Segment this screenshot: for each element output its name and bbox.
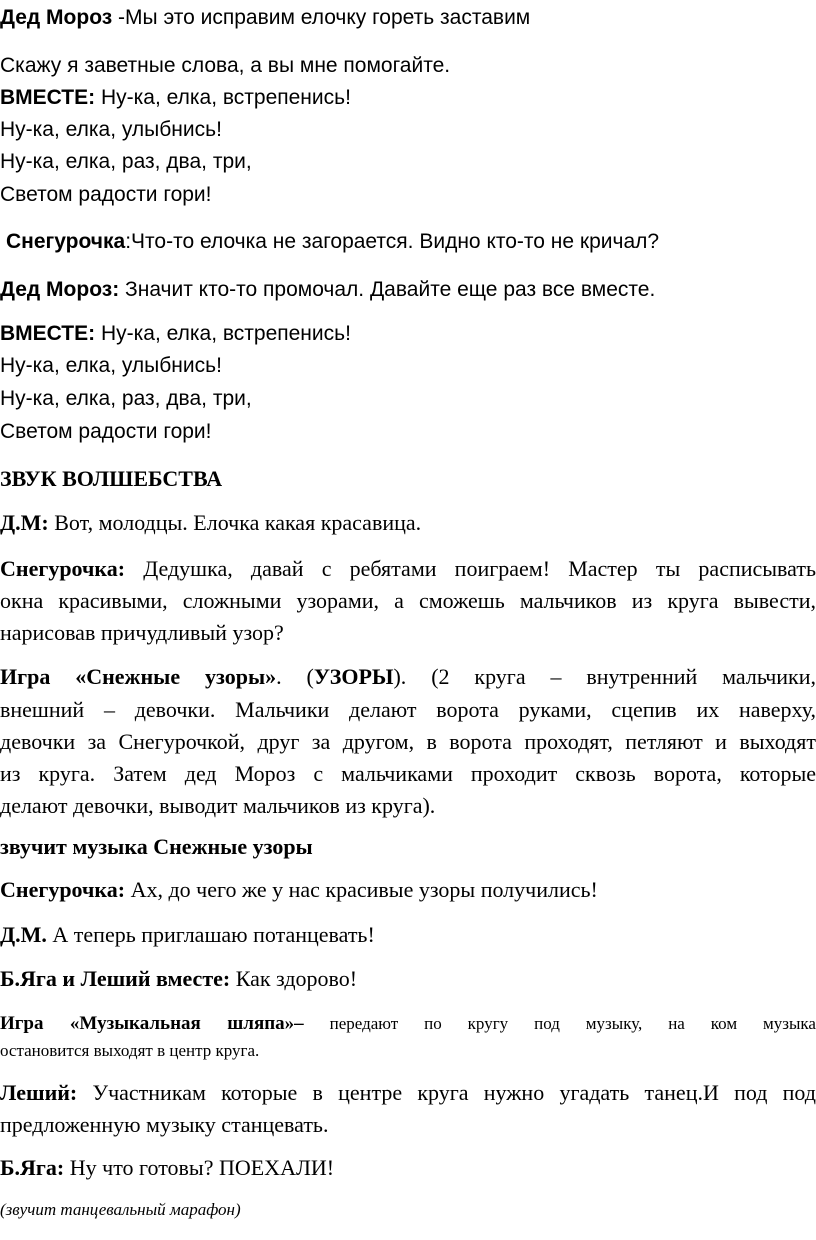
paragraph-line: внешний – девочки. Мальчики делают ворота руками, сцепив их наверху, — [0, 697, 816, 722]
heading-magic-sound: ЗВУК ВОЛШЕБСТВА — [0, 466, 223, 491]
speech-text: -Мы это исправим елочку гореть заставим — [112, 6, 531, 29]
speech-text: ). (2 круга – внутренний мальчики, — [393, 664, 816, 689]
speaker-dm: Д.М: — [0, 510, 49, 535]
game-title: Игра «Снежные узоры» — [0, 664, 277, 689]
heading-music: звучит музыка Снежные узоры — [0, 834, 313, 859]
paragraph-line: предложенную музыку станцевать. — [0, 1112, 329, 1137]
line-together-2 — [0, 322, 351, 346]
paragraph-line: делают девочки, выводит мальчиков из круга). — [0, 793, 436, 818]
speaker-byaga: Б.Яга: — [0, 1155, 65, 1180]
speech-text: Ах, до чего же у нас красивые узоры получились! — [125, 877, 598, 902]
speech-text: Как здорово! — [230, 966, 358, 991]
speech-text: Вот, молодцы. Елочка какая красавица. — [48, 510, 422, 535]
speech-text: Ну-ка, елка, встрепенись! — [95, 322, 351, 345]
line-magic-words: Скажу я заветные слова, а вы мне помогайте. — [0, 54, 451, 77]
speaker-together: ВМЕСТЕ: — [0, 86, 96, 109]
speech-text: Участникам которые в центре круга нужно угадать танец.И под под — [77, 1080, 816, 1105]
speaker-ded-moroz: Дед Мороз — [0, 6, 113, 29]
stage-direction: (звучит танцевальный марафон) — [0, 1200, 241, 1219]
punct: . ( — [276, 664, 314, 689]
speech-text: Ну что готовы? ПОЕХАЛИ! — [64, 1155, 335, 1180]
paragraph-line: девочки за Снегурочкой, друг за другом, в ворота проходят, петляют и выходят — [0, 729, 816, 754]
line-together-1 — [0, 86, 351, 110]
verse-line: Светом радости гори! — [0, 183, 212, 206]
speaker-snegurochka: Снегурочка — [6, 230, 126, 253]
line-leshiy — [0, 1080, 816, 1106]
speech-text: Ну-ка, елка, встрепенись! — [95, 86, 351, 109]
paragraph-line: остановится выходят в центр круга. — [0, 1041, 260, 1060]
line-game-music-hat — [0, 1013, 816, 1035]
speaker-dm: Д.М. — [0, 922, 47, 947]
line-ded-moroz-intro — [0, 6, 530, 30]
paragraph-line: из круга. Затем дед Мороз с мальчиками проходит сквозь ворота, которые — [0, 761, 816, 786]
game-title: Игра «Музыкальная шляпа»– — [0, 1013, 304, 1034]
speaker-snegurochka: Снегурочка: — [0, 877, 126, 902]
speaker-ded-moroz: Дед Мороз: — [0, 278, 120, 301]
verse-line: Ну-ка, елка, улыбнись! — [0, 354, 222, 377]
speaker-leshiy: Леший: — [0, 1080, 78, 1105]
line-snegurochka-3 — [0, 877, 598, 903]
paragraph-line: нарисовав причудливый узор? — [0, 620, 284, 645]
line-snegurochka-1 — [6, 230, 659, 254]
speech-text: Значит кто-то промочал. Давайте еще раз все вместе. — [119, 278, 656, 301]
speaker-together: ВМЕСТЕ: — [0, 322, 96, 345]
speech-text: передают по кругу под музыку, на ком музыка — [303, 1014, 816, 1033]
verse-line: Ну-ка, елка, раз, два, три, — [0, 150, 252, 173]
speech-text: А теперь приглашаю потанцевать! — [46, 922, 375, 947]
line-snegurochka-2a — [0, 556, 816, 582]
line-byaga-leshiy — [0, 966, 357, 992]
line-ded-moroz-2 — [0, 278, 655, 302]
speech-text: Дедушка, давай с ребятами поиграем! Мастер ты расписывать — [125, 556, 816, 581]
speaker-byaga-leshiy: Б.Яга и Леший вместе: — [0, 966, 231, 991]
line-dm-3 — [0, 510, 421, 536]
line-game-snow-patterns — [0, 664, 816, 690]
verse-line: Светом радости гори! — [0, 420, 212, 443]
speech-text: :Что-то елочка не загорается. Видно кто-то не кричал? — [125, 230, 660, 253]
verse-line: Ну-ка, елка, раз, два, три, — [0, 387, 252, 410]
verse-line: Ну-ка, елка, улыбнись! — [0, 118, 222, 141]
line-dm-4 — [0, 922, 375, 948]
paragraph-line: окна красивыми, сложными узорами, а сможешь мальчиков из круга вывести, — [0, 588, 816, 613]
speaker-snegurochka: Снегурочка: — [0, 556, 126, 581]
line-byaga — [0, 1155, 334, 1181]
patterns-label: УЗОРЫ — [313, 664, 394, 689]
